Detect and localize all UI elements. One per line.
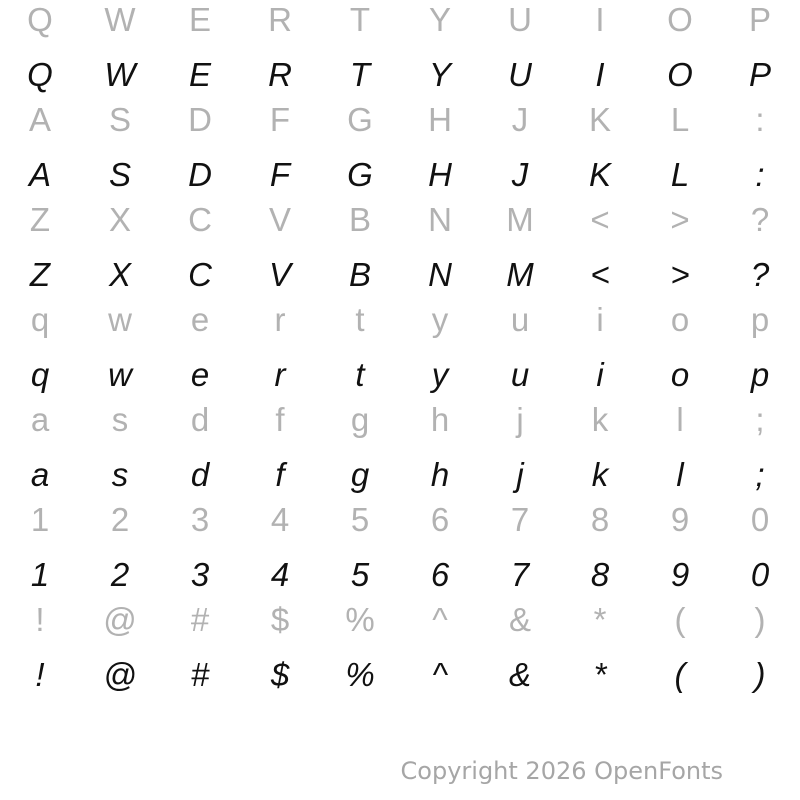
- glyph-cell: U: [508, 56, 532, 93]
- glyph-cell: 7: [510, 501, 530, 538]
- glyph-cell: J: [511, 156, 529, 193]
- glyph-cell: D: [188, 156, 212, 193]
- glyph-cell: f: [275, 401, 285, 438]
- glyph-cell: G: [347, 156, 373, 193]
- glyph-cell: i: [596, 301, 604, 338]
- glyph-cell: >: [670, 201, 690, 238]
- glyph-cell: <: [590, 201, 610, 238]
- glyph-cell: K: [588, 101, 611, 138]
- glyph-cell: <: [590, 256, 610, 293]
- glyph-cell: s: [111, 456, 129, 493]
- glyph-cell: 5: [350, 501, 370, 538]
- glyph-cell: O: [667, 1, 693, 38]
- glyph-cell: t: [355, 301, 365, 338]
- char-row-lowercase-home-sample: [0, 455, 800, 495]
- glyph-cell: W: [104, 56, 136, 93]
- glyph-cell: A: [28, 156, 51, 193]
- glyph-cell: l: [676, 401, 684, 438]
- glyph-cell: y: [431, 301, 449, 338]
- glyph-cell: w: [108, 301, 132, 338]
- copyright-text: Copyright 2026 OpenFonts: [400, 757, 723, 785]
- glyph-cell: ?: [750, 256, 770, 293]
- char-row-uppercase-top-reference: [0, 0, 800, 40]
- glyph-cell: *: [593, 601, 607, 638]
- glyph-cell: I: [595, 1, 605, 38]
- glyph-cell: B: [348, 201, 371, 238]
- glyph-cell: F: [269, 101, 291, 138]
- glyph-cell: &: [508, 601, 531, 638]
- glyph-cell: X: [108, 256, 131, 293]
- glyph-cell: N: [428, 256, 452, 293]
- glyph-cell: #: [190, 601, 210, 638]
- glyph-cell: ): [754, 601, 766, 638]
- glyph-cell: (: [674, 656, 686, 693]
- glyph-cell: :: [755, 156, 765, 193]
- glyph-cell: C: [188, 256, 212, 293]
- glyph-cell: 6: [430, 501, 450, 538]
- glyph-cell: t: [355, 356, 365, 393]
- glyph-cell: T: [349, 56, 371, 93]
- glyph-cell: M: [506, 256, 534, 293]
- glyph-cell: 9: [670, 556, 690, 593]
- glyph-cell: q: [30, 356, 50, 393]
- glyph-cell: p: [750, 356, 770, 393]
- glyph-cell: U: [508, 1, 532, 38]
- glyph-cell: q: [30, 301, 50, 338]
- glyph-cell: ^: [432, 601, 448, 638]
- char-row-uppercase-top-sample: [0, 55, 800, 95]
- glyph-cell: %: [345, 601, 375, 638]
- glyph-cell: h: [430, 401, 450, 438]
- glyph-cell: o: [670, 301, 690, 338]
- glyph-cell: A: [28, 101, 51, 138]
- glyph-cell: 1: [30, 501, 50, 538]
- glyph-cell: 8: [590, 556, 610, 593]
- glyph-cell: Z: [29, 201, 51, 238]
- glyph-cell: H: [428, 101, 452, 138]
- glyph-cell: %: [345, 656, 375, 693]
- glyph-cell: 3: [190, 556, 210, 593]
- glyph-cell: (: [674, 601, 686, 638]
- glyph-cell: &: [508, 656, 531, 693]
- glyph-cell: r: [274, 301, 286, 338]
- glyph-cell: p: [750, 301, 770, 338]
- glyph-cell: 9: [670, 501, 690, 538]
- char-row-digits-reference: [0, 500, 800, 540]
- glyph-cell: 3: [190, 501, 210, 538]
- glyph-cell: G: [347, 101, 373, 138]
- glyph-cell: u: [510, 301, 530, 338]
- char-row-lowercase-top-sample: [0, 355, 800, 395]
- glyph-cell: E: [188, 56, 211, 93]
- glyph-cell: P: [748, 1, 771, 38]
- glyph-cell: ;: [755, 401, 765, 438]
- char-row-uppercase-home-reference: [0, 100, 800, 140]
- glyph-cell: T: [349, 1, 371, 38]
- glyph-cell: L: [670, 101, 690, 138]
- glyph-cell: R: [268, 56, 292, 93]
- glyph-cell: $: [270, 601, 290, 638]
- glyph-cell: H: [428, 156, 452, 193]
- glyph-cell: >: [670, 256, 690, 293]
- glyph-cell: k: [591, 401, 609, 438]
- glyph-cell: y: [431, 356, 449, 393]
- glyph-cell: e: [190, 301, 210, 338]
- glyph-cell: 8: [590, 501, 610, 538]
- glyph-cell: 2: [110, 501, 130, 538]
- glyph-cell: Q: [27, 1, 53, 38]
- glyph-cell: ): [754, 656, 766, 693]
- glyph-cell: e: [190, 356, 210, 393]
- glyph-cell: S: [108, 101, 131, 138]
- glyph-cell: 2: [110, 556, 130, 593]
- glyph-cell: *: [593, 656, 607, 693]
- char-row-lowercase-top-reference: [0, 300, 800, 340]
- glyph-cell: :: [755, 101, 765, 138]
- glyph-cell: ;: [755, 456, 765, 493]
- glyph-cell: ^: [432, 656, 448, 693]
- glyph-cell: V: [268, 256, 291, 293]
- glyph-cell: a: [30, 456, 50, 493]
- glyph-cell: 0: [750, 501, 770, 538]
- glyph-cell: a: [30, 401, 50, 438]
- glyph-cell: $: [270, 656, 290, 693]
- glyph-cell: f: [275, 456, 285, 493]
- glyph-cell: s: [111, 401, 129, 438]
- glyph-cell: D: [188, 101, 212, 138]
- glyph-cell: 4: [270, 501, 290, 538]
- glyph-cell: o: [670, 356, 690, 393]
- glyph-cell: P: [748, 56, 771, 93]
- glyph-cell: 1: [30, 556, 50, 593]
- glyph-cell: d: [190, 401, 210, 438]
- glyph-cell: l: [676, 456, 684, 493]
- glyph-cell: k: [591, 456, 609, 493]
- glyph-cell: Z: [29, 256, 51, 293]
- glyph-cell: V: [268, 201, 291, 238]
- glyph-cell: !: [35, 601, 45, 638]
- glyph-cell: L: [670, 156, 690, 193]
- glyph-cell: C: [188, 201, 212, 238]
- char-row-uppercase-bottom-sample: [0, 255, 800, 295]
- glyph-cell: r: [274, 356, 286, 393]
- glyph-cell: K: [588, 156, 611, 193]
- glyph-cell: 0: [750, 556, 770, 593]
- char-row-uppercase-bottom-reference: [0, 200, 800, 240]
- char-row-uppercase-home-sample: [0, 155, 800, 195]
- glyph-cell: E: [188, 1, 211, 38]
- glyph-cell: Y: [428, 56, 451, 93]
- char-row-digits-sample: [0, 555, 800, 595]
- char-row-symbols-sample: [0, 655, 800, 695]
- glyph-cell: I: [595, 56, 605, 93]
- glyph-cell: d: [190, 456, 210, 493]
- glyph-cell: J: [511, 101, 529, 138]
- glyph-cell: #: [190, 656, 210, 693]
- glyph-cell: w: [108, 356, 132, 393]
- char-row-symbols-reference: [0, 600, 800, 640]
- glyph-cell: M: [506, 201, 534, 238]
- glyph-cell: S: [108, 156, 131, 193]
- glyph-cell: O: [667, 56, 693, 93]
- glyph-cell: @: [103, 656, 137, 693]
- glyph-cell: ?: [750, 201, 770, 238]
- glyph-cell: 7: [510, 556, 530, 593]
- glyph-cell: j: [516, 456, 524, 493]
- glyph-cell: Q: [27, 56, 53, 93]
- glyph-cell: g: [350, 401, 370, 438]
- glyph-cell: X: [108, 201, 131, 238]
- glyph-cell: i: [596, 356, 604, 393]
- glyph-cell: 5: [350, 556, 370, 593]
- glyph-cell: R: [268, 1, 292, 38]
- char-row-lowercase-home-reference: [0, 400, 800, 440]
- glyph-cell: W: [104, 1, 136, 38]
- glyph-cell: Y: [428, 1, 451, 38]
- glyph-cell: u: [510, 356, 530, 393]
- glyph-cell: h: [430, 456, 450, 493]
- glyph-cell: B: [348, 256, 371, 293]
- glyph-cell: j: [516, 401, 524, 438]
- glyph-cell: 6: [430, 556, 450, 593]
- glyph-cell: g: [350, 456, 370, 493]
- glyph-cell: 4: [270, 556, 290, 593]
- glyph-cell: !: [35, 656, 45, 693]
- glyph-cell: @: [103, 601, 137, 638]
- glyph-cell: F: [269, 156, 291, 193]
- glyph-cell: N: [428, 201, 452, 238]
